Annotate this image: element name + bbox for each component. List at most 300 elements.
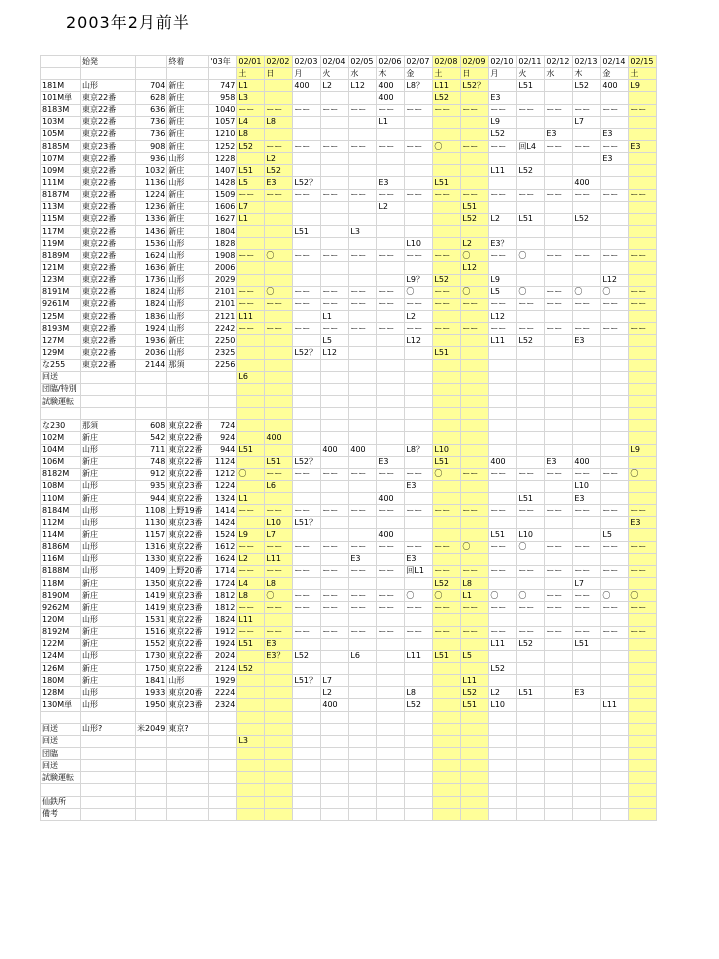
table-cell [167, 784, 209, 796]
table-cell [377, 578, 405, 590]
table-cell: ーー [405, 323, 433, 335]
table-cell: E3 [629, 517, 657, 529]
table-cell: ーー [293, 189, 321, 201]
table-cell [136, 68, 167, 80]
table-cell [265, 760, 293, 772]
table-cell [349, 735, 377, 747]
table-cell [349, 310, 377, 322]
table-cell: 8188M [41, 565, 81, 577]
table-row [41, 347, 657, 359]
table-cell [517, 796, 545, 808]
table-cell: ーー [461, 298, 489, 310]
table-cell: 944 [136, 493, 167, 505]
table-cell: ーー [377, 602, 405, 614]
table-cell [293, 493, 321, 505]
table-cell: ーー [517, 298, 545, 310]
table-cell: 400 [377, 529, 405, 541]
table-cell [517, 359, 545, 371]
table-cell: 新庄 [81, 602, 136, 614]
table-cell [293, 699, 321, 711]
table-cell [601, 663, 629, 675]
table-cell: ーー [377, 505, 405, 517]
table-cell: 東京22番 [167, 456, 209, 468]
table-cell [405, 748, 433, 760]
table-cell [377, 262, 405, 274]
table-cell [545, 663, 573, 675]
table-cell: 東京22番 [81, 153, 136, 165]
table-row [41, 699, 657, 711]
table-cell [321, 274, 349, 286]
table-cell [321, 408, 349, 420]
table-cell [265, 663, 293, 675]
table-cell [265, 383, 293, 395]
table-cell: L2 [461, 238, 489, 250]
table-cell: 日 [461, 68, 489, 80]
table-cell: 02/15 [629, 56, 657, 68]
table-cell: ーー [433, 565, 461, 577]
table-cell: ーー [349, 104, 377, 116]
table-cell [377, 711, 405, 723]
table-cell: 400 [601, 80, 629, 92]
table-cell [489, 480, 517, 492]
table-cell: E3 [377, 456, 405, 468]
table-cell [136, 784, 167, 796]
table-cell [377, 687, 405, 699]
table-cell [433, 772, 461, 784]
table-cell [377, 274, 405, 286]
table-cell [349, 578, 377, 590]
table-cell: 1436 [136, 225, 167, 237]
table-cell: ーー [293, 104, 321, 116]
table-cell [545, 796, 573, 808]
table-cell [461, 517, 489, 529]
table-cell [136, 748, 167, 760]
table-row [41, 395, 657, 407]
table-cell: ーー [629, 505, 657, 517]
table-cell: 2250 [209, 335, 237, 347]
table-cell [265, 310, 293, 322]
table-row [41, 711, 657, 723]
table-cell [237, 723, 265, 735]
table-cell [517, 408, 545, 420]
table-cell: 回L1 [405, 565, 433, 577]
table-cell [349, 408, 377, 420]
table-cell: 〇 [601, 286, 629, 298]
table-cell: 628 [136, 92, 167, 104]
table-cell: 02/04 [321, 56, 349, 68]
table-cell: 1933 [136, 687, 167, 699]
table-cell [629, 177, 657, 189]
table-cell [377, 517, 405, 529]
table-cell: L1 [321, 310, 349, 322]
table-cell [629, 699, 657, 711]
table-cell: L51 [461, 699, 489, 711]
table-cell: ーー [489, 250, 517, 262]
table-cell [41, 408, 81, 420]
table-cell: 〇 [405, 286, 433, 298]
table-cell [601, 432, 629, 444]
table-cell: 〇 [461, 541, 489, 553]
table-cell [629, 772, 657, 784]
table-cell [461, 225, 489, 237]
table-cell: ーー [293, 286, 321, 298]
table-cell [237, 699, 265, 711]
table-cell: 101M単 [41, 92, 81, 104]
table-cell [461, 735, 489, 747]
table-cell [81, 772, 136, 784]
table-cell: 〇 [517, 541, 545, 553]
table-cell [573, 808, 601, 820]
table-cell [136, 735, 167, 747]
table-cell: L51？ [293, 675, 321, 687]
table-cell: L11 [489, 335, 517, 347]
table-cell [237, 432, 265, 444]
table-cell [573, 201, 601, 213]
table-cell [349, 663, 377, 675]
table-cell [545, 274, 573, 286]
table-cell: E3 [489, 92, 517, 104]
table-cell [265, 80, 293, 92]
table-cell [629, 432, 657, 444]
table-cell: 02/05 [349, 56, 377, 68]
table-cell [629, 238, 657, 250]
table-cell: な255 [41, 359, 81, 371]
table-cell [237, 359, 265, 371]
table-cell [545, 92, 573, 104]
table-cell [405, 371, 433, 383]
table-cell [349, 760, 377, 772]
table-cell [629, 456, 657, 468]
table-cell [433, 213, 461, 225]
table-cell [461, 432, 489, 444]
table-cell [349, 699, 377, 711]
table-cell [517, 614, 545, 626]
table-cell: L8 [265, 116, 293, 128]
table-cell: L52 [461, 213, 489, 225]
table-row [41, 626, 657, 638]
table-cell: 試験運転 [41, 395, 81, 407]
table-cell: 東京23番 [81, 140, 136, 152]
table-cell [601, 213, 629, 225]
table-cell: 山形 [81, 505, 136, 517]
table-cell: 115M [41, 213, 81, 225]
table-cell: ーー [461, 565, 489, 577]
table-cell: 02/14 [601, 56, 629, 68]
table-cell [517, 760, 545, 772]
table-row [41, 565, 657, 577]
table-cell: 126M [41, 663, 81, 675]
table-cell: 回送 [41, 371, 81, 383]
table-cell [405, 201, 433, 213]
table-cell: 2242 [209, 323, 237, 335]
table-cell [573, 432, 601, 444]
table-cell: 129M [41, 347, 81, 359]
table-cell: L2 [265, 153, 293, 165]
table-cell [293, 748, 321, 760]
table-row [41, 250, 657, 262]
table-cell [377, 650, 405, 662]
table-cell: 東京22番 [81, 359, 136, 371]
table-cell: L1 [237, 493, 265, 505]
table-cell: 958 [209, 92, 237, 104]
table-cell [517, 480, 545, 492]
table-cell: ーー [545, 565, 573, 577]
table-cell: ーー [265, 140, 293, 152]
table-cell: 水 [349, 68, 377, 80]
table-cell [461, 480, 489, 492]
table-cell [545, 650, 573, 662]
table-cell [461, 711, 489, 723]
table-cell: 2324 [209, 699, 237, 711]
table-cell [265, 408, 293, 420]
table-cell [545, 687, 573, 699]
table-cell: L4 [237, 116, 265, 128]
table-cell: 〇 [461, 250, 489, 262]
table-cell [461, 493, 489, 505]
table-cell [545, 310, 573, 322]
table-cell: 122M [41, 638, 81, 650]
table-cell [517, 177, 545, 189]
table-cell: 1841 [136, 675, 167, 687]
table-cell: 8186M [41, 541, 81, 553]
table-cell: 山形 [167, 250, 209, 262]
table-cell: ーー [377, 468, 405, 480]
table-cell: L10 [265, 517, 293, 529]
table-cell: ーー [293, 140, 321, 152]
table-cell [349, 517, 377, 529]
table-cell: 土 [629, 68, 657, 80]
table-cell: L52 [573, 80, 601, 92]
table-cell: ーー [433, 286, 461, 298]
table-cell [461, 335, 489, 347]
table-cell: ーー [573, 468, 601, 480]
table-cell: ーー [545, 140, 573, 152]
table-cell: ーー [601, 250, 629, 262]
table-cell [573, 796, 601, 808]
table-cell: 東京22番 [81, 165, 136, 177]
table-cell [433, 735, 461, 747]
table-cell: 113M [41, 201, 81, 213]
table-cell: 山形 [81, 614, 136, 626]
table-cell [517, 663, 545, 675]
table-cell: 〇 [489, 590, 517, 602]
table-cell: 山形 [81, 80, 136, 92]
table-cell: 東京22番 [167, 663, 209, 675]
table-cell: ーー [545, 189, 573, 201]
table-cell: ーー [433, 189, 461, 201]
table-cell [545, 347, 573, 359]
table-cell [41, 784, 81, 796]
table-cell [321, 165, 349, 177]
table-cell: 新庄 [81, 638, 136, 650]
table-cell: 東京22番 [167, 626, 209, 638]
table-cell: ーー [237, 626, 265, 638]
table-cell: 8184M [41, 505, 81, 517]
table-cell [405, 177, 433, 189]
table-cell [461, 760, 489, 772]
table-cell [573, 748, 601, 760]
table-cell: E3 [545, 128, 573, 140]
table-cell [405, 408, 433, 420]
table-cell: 1040 [209, 104, 237, 116]
table-cell: ーー [321, 298, 349, 310]
table-cell: ーー [489, 565, 517, 577]
table-cell [349, 359, 377, 371]
table-cell: L6 [237, 371, 265, 383]
table-cell [167, 772, 209, 784]
table-cell [265, 274, 293, 286]
table-cell [601, 395, 629, 407]
table-cell: L12 [321, 347, 349, 359]
table-cell [517, 772, 545, 784]
table-cell [293, 578, 321, 590]
table-cell: L51 [517, 493, 545, 505]
table-cell: ーー [377, 565, 405, 577]
table-cell [136, 796, 167, 808]
table-cell [461, 128, 489, 140]
table-cell [265, 262, 293, 274]
table-cell: ーー [377, 250, 405, 262]
table-cell: 1419 [136, 590, 167, 602]
table-cell [433, 225, 461, 237]
table-row [41, 590, 657, 602]
table-cell: L9？ [405, 274, 433, 286]
table-cell: 東京22番 [81, 189, 136, 201]
table-cell: 山形 [167, 153, 209, 165]
table-cell: 東京22番 [81, 335, 136, 347]
table-cell [629, 92, 657, 104]
table-cell [517, 201, 545, 213]
table-cell [237, 650, 265, 662]
table-cell [489, 675, 517, 687]
table-cell: 125M [41, 310, 81, 322]
table-cell: ーー [433, 626, 461, 638]
table-cell [517, 735, 545, 747]
table-cell: 1032 [136, 165, 167, 177]
table-cell [321, 359, 349, 371]
table-cell: 東京22番 [81, 310, 136, 322]
table-cell: 1531 [136, 614, 167, 626]
table-cell [293, 213, 321, 225]
table-row [41, 104, 657, 116]
table-cell: L8？ [405, 444, 433, 456]
table-cell: 〇 [601, 590, 629, 602]
table-cell: ーー [461, 468, 489, 480]
table-cell [489, 796, 517, 808]
table-cell [573, 699, 601, 711]
table-cell [629, 420, 657, 432]
table-row [41, 541, 657, 553]
table-cell [349, 796, 377, 808]
table-cell [209, 395, 237, 407]
table-cell [405, 359, 433, 371]
table-cell: E3 [265, 638, 293, 650]
table-cell: 東京22番 [167, 432, 209, 444]
table-cell [573, 262, 601, 274]
table-cell: 那須 [167, 359, 209, 371]
table-cell: 2224 [209, 687, 237, 699]
table-cell [461, 177, 489, 189]
table-cell: 02/02 [265, 56, 293, 68]
table-cell: 新庄 [81, 456, 136, 468]
table-cell [433, 699, 461, 711]
table-cell [405, 614, 433, 626]
table-cell: L11 [489, 638, 517, 650]
table-cell [629, 310, 657, 322]
table-cell: 〇 [237, 468, 265, 480]
table-cell [601, 201, 629, 213]
table-cell: ーー [573, 602, 601, 614]
table-cell: 金 [601, 68, 629, 80]
table-cell [405, 493, 433, 505]
table-cell: な230 [41, 420, 81, 432]
table-cell: ーー [265, 189, 293, 201]
table-cell: L11 [265, 553, 293, 565]
table-cell: L7 [573, 116, 601, 128]
table-cell: L2 [237, 553, 265, 565]
table-cell: L11 [489, 165, 517, 177]
table-cell [265, 238, 293, 250]
table-cell [136, 760, 167, 772]
table-cell: 東京22番 [81, 274, 136, 286]
table-cell: 2024 [209, 650, 237, 662]
table-cell: ーー [405, 626, 433, 638]
table-cell [545, 420, 573, 432]
table-cell: 山形 [167, 286, 209, 298]
table-cell: 8190M [41, 590, 81, 602]
table-cell [237, 153, 265, 165]
table-row [41, 420, 657, 432]
table-cell [601, 553, 629, 565]
table-cell [349, 748, 377, 760]
table-cell [81, 408, 136, 420]
table-cell: L8 [405, 687, 433, 699]
table-cell: 東京22番 [81, 104, 136, 116]
table-cell: ーー [349, 565, 377, 577]
table-cell: ーー [573, 298, 601, 310]
table-cell [81, 760, 136, 772]
table-cell: ーー [237, 250, 265, 262]
table-cell [349, 675, 377, 687]
table-cell [573, 784, 601, 796]
table-cell [545, 638, 573, 650]
table-cell [517, 153, 545, 165]
table-cell [81, 735, 136, 747]
table-cell: 1419 [136, 602, 167, 614]
table-cell: 終着 [167, 56, 209, 68]
table-cell: L2 [405, 310, 433, 322]
table-cell: 備考 [41, 808, 81, 820]
table-cell [573, 444, 601, 456]
table-cell [601, 675, 629, 687]
table-cell [629, 663, 657, 675]
table-cell: 2121 [209, 310, 237, 322]
table-cell: ーー [545, 104, 573, 116]
table-cell [293, 128, 321, 140]
table-cell: 東京23番 [167, 602, 209, 614]
table-cell: ーー [349, 286, 377, 298]
table-cell [81, 371, 136, 383]
table-cell [321, 225, 349, 237]
table-cell: 1936 [136, 335, 167, 347]
table-cell: 8192M [41, 626, 81, 638]
table-cell: L10 [517, 529, 545, 541]
table-row [41, 153, 657, 165]
table-cell: ーー [601, 505, 629, 517]
table-cell: ーー [601, 626, 629, 638]
table-cell [136, 711, 167, 723]
table-row [41, 444, 657, 456]
